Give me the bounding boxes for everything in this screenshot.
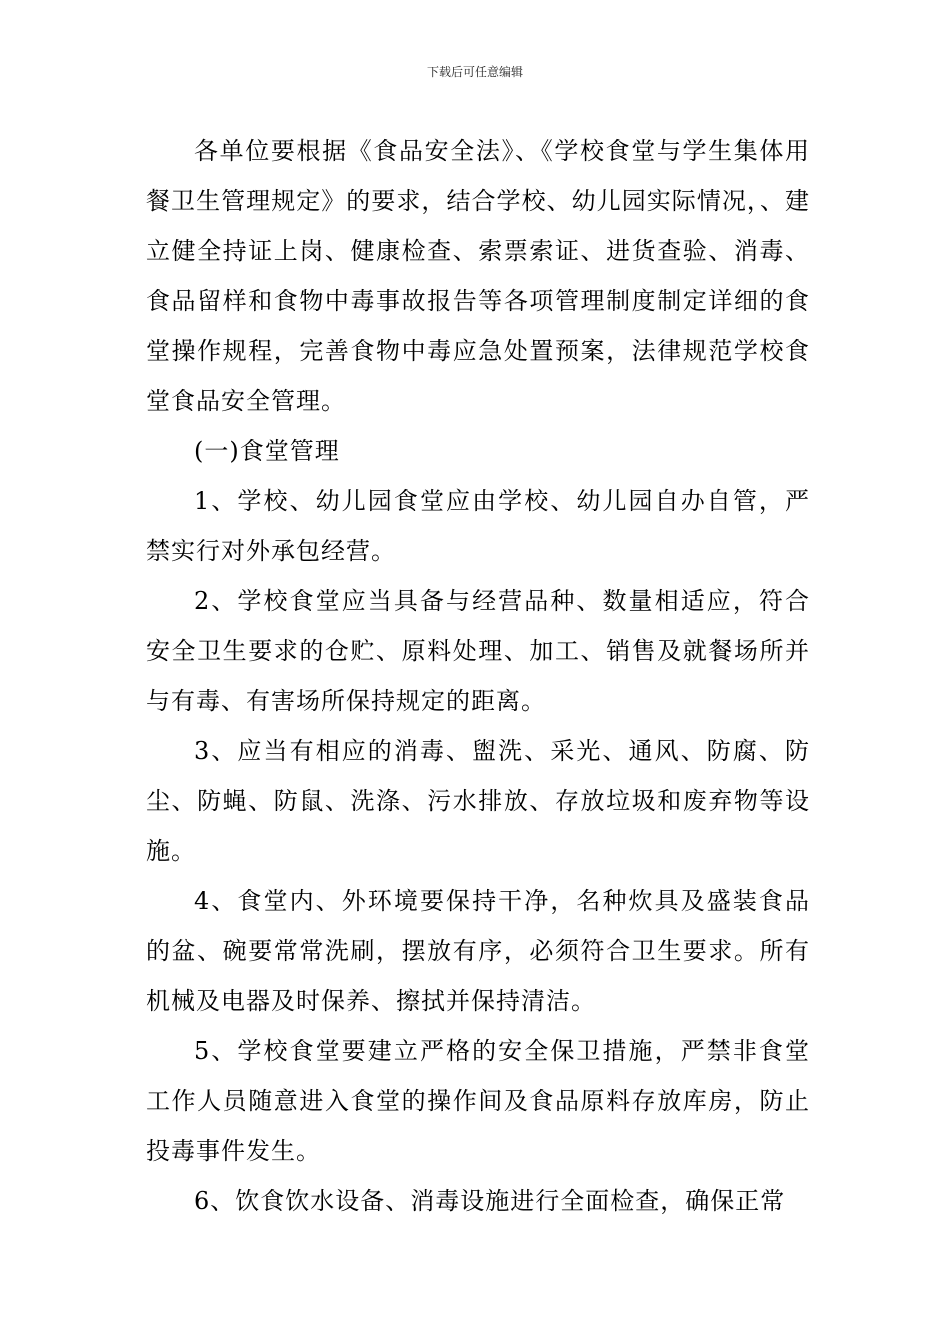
document-body bbox=[146, 126, 810, 1226]
list-item-5: 5、学校食堂要建立严格的安全保卫措施，严禁非食堂工作人员随意进入食堂的操作间及食品原料存放库房，防止投毒事件发生。 bbox=[146, 1037, 810, 1165]
section-heading: (一)食堂管理 bbox=[194, 437, 340, 465]
list-item-2: 2、学校食堂应当具备与经营品种、数量相适应，符合安全卫生要求的仓贮、原料处理、加工、销售及就餐场所并与有毒、有害场所保持规定的距离。 bbox=[146, 587, 810, 715]
intro-paragraph: 各单位要根据《食品安全法》、《学校食堂与学生集体用餐卫生管理规定》的要求，结合学校、幼儿园实际情况，、建立健全持证上岗、健康检查、索票索证、进货查验、消毒、食品留样和食物中毒事故报告等各项管理制度制定详细的食堂操作规程，完善食物中毒应急处置预案，法律规范学校食堂食品安全管理。 bbox=[146, 137, 810, 415]
list-item-1: 1、学校、幼儿园食堂应由学校、幼儿园自办自管，严禁实行对外承包经营。 bbox=[146, 487, 810, 565]
list-item-6: 6、饮食饮水设备、消毒设施进行全面检查，确保正常 bbox=[194, 1187, 786, 1215]
list-item-4: 4、食堂内、外环境要保持干净，名种炊具及盛装食品的盆、碗要常常洗刷，摆放有序，必须符合卫生要求。所有机械及电器及时保养、擦拭并保持清洁。 bbox=[146, 887, 810, 1015]
header-note: 下载后可任意编辑 bbox=[426, 65, 523, 79]
list-item-3: 3、应当有相应的消毒、盥洗、采光、通风、防腐、防尘、防蝇、防鼠、洗涤、污水排放、存放垃圾和废弃物等设施。 bbox=[146, 737, 810, 865]
